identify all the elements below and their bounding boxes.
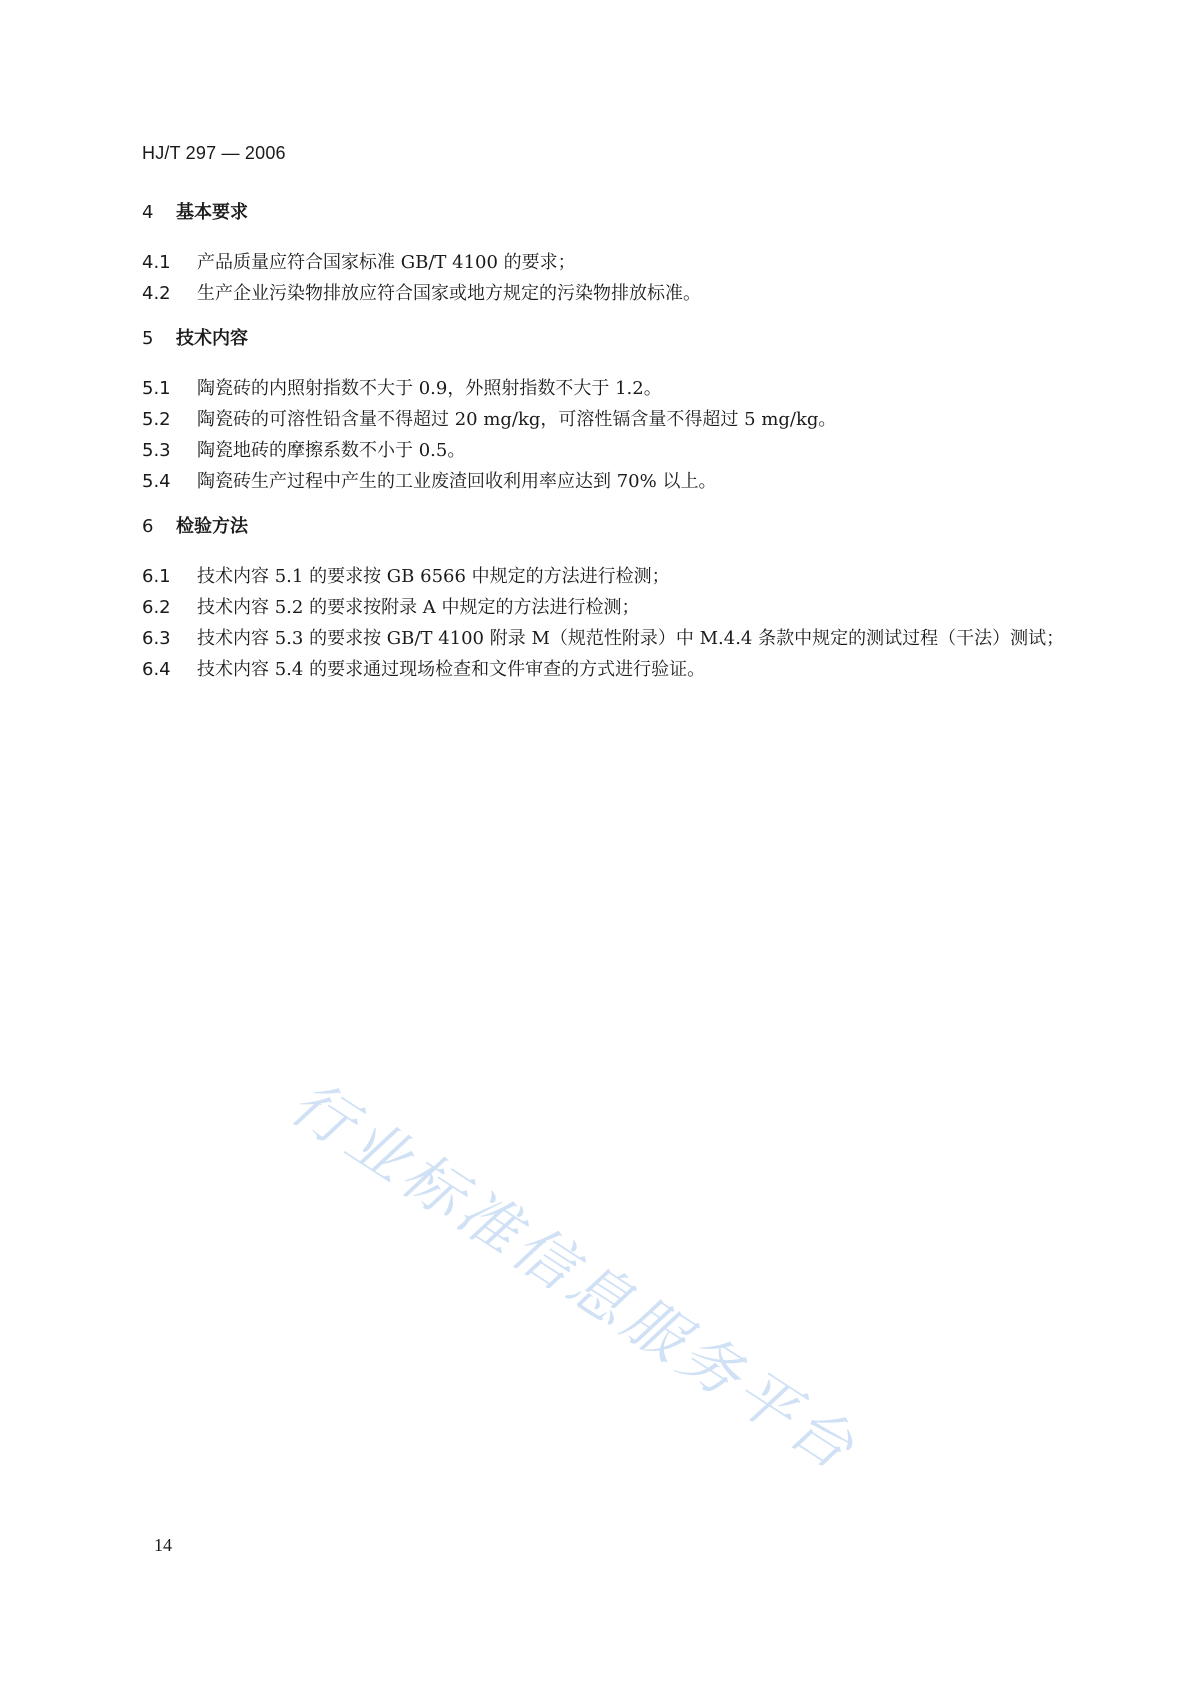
clause-number: 6.1 bbox=[142, 566, 171, 587]
section-title: 基本要求 bbox=[176, 202, 248, 223]
watermark: 行业标准信息服务平台 bbox=[278, 1067, 870, 1487]
clause-text: 技术内容 5.1 的要求按 GB 6566 中规定的方法进行检测； bbox=[197, 566, 670, 587]
section-heading-6 bbox=[142, 514, 1072, 540]
section-number: 5 bbox=[142, 328, 154, 349]
clause-4-1 bbox=[142, 247, 1072, 278]
clause-number: 4.2 bbox=[142, 283, 171, 304]
clause-text: 技术内容 5.3 的要求按 GB/T 4100 附录 M（规范性附录）中 M.4.4 条款中规定的测试过程（干法）测试； bbox=[197, 628, 1065, 649]
clause-6-3 bbox=[142, 623, 1072, 654]
standard-code: HJ/T 297 — 2006 bbox=[142, 143, 286, 163]
section-number: 6 bbox=[142, 516, 154, 537]
clause-text: 技术内容 5.4 的要求通过现场检查和文件审查的方式进行验证。 bbox=[197, 659, 706, 680]
clause-5-2 bbox=[142, 404, 1072, 435]
section-title: 技术内容 bbox=[176, 328, 248, 349]
section-heading-5 bbox=[142, 326, 1072, 352]
clause-number: 5.2 bbox=[142, 409, 171, 430]
clause-text: 技术内容 5.2 的要求按附录 A 中规定的方法进行检测； bbox=[197, 597, 640, 618]
section-6-clauses bbox=[142, 561, 1072, 685]
clause-number: 5.3 bbox=[142, 440, 171, 461]
section-number: 4 bbox=[142, 202, 154, 223]
clause-6-1 bbox=[142, 561, 1072, 592]
document-body bbox=[142, 200, 1072, 702]
section-4-clauses bbox=[142, 247, 1072, 309]
clause-6-2 bbox=[142, 592, 1072, 623]
clause-4-2 bbox=[142, 278, 1072, 309]
clause-text: 产品质量应符合国家标准 GB/T 4100 的要求； bbox=[197, 252, 576, 273]
clause-text: 陶瓷砖生产过程中产生的工业废渣回收利用率应达到 70% 以上。 bbox=[197, 471, 717, 492]
clause-number: 4.1 bbox=[142, 252, 171, 273]
clause-5-4 bbox=[142, 466, 1072, 497]
clause-text: 陶瓷砖的可溶性铅含量不得超过 20 mg/kg，可溶性镉含量不得超过 5 mg/kg。 bbox=[197, 409, 837, 430]
clause-number: 5.1 bbox=[142, 378, 171, 399]
clause-text: 陶瓷砖的内照射指数不大于 0.9，外照射指数不大于 1.2。 bbox=[197, 378, 662, 399]
clause-5-3 bbox=[142, 435, 1072, 466]
clause-number: 5.4 bbox=[142, 471, 171, 492]
clause-text: 陶瓷地砖的摩擦系数不小于 0.5。 bbox=[197, 440, 466, 461]
section-5-clauses bbox=[142, 373, 1072, 497]
clause-number: 6.2 bbox=[142, 597, 171, 618]
clause-number: 6.3 bbox=[142, 628, 171, 649]
clause-5-1 bbox=[142, 373, 1072, 404]
clause-number: 6.4 bbox=[142, 659, 171, 680]
clause-6-4 bbox=[142, 654, 1072, 685]
section-title: 检验方法 bbox=[176, 516, 248, 537]
clause-text: 生产企业污染物排放应符合国家或地方规定的污染物排放标准。 bbox=[197, 283, 701, 304]
section-heading-4 bbox=[142, 200, 1072, 226]
page-number: 14 bbox=[154, 1535, 172, 1555]
